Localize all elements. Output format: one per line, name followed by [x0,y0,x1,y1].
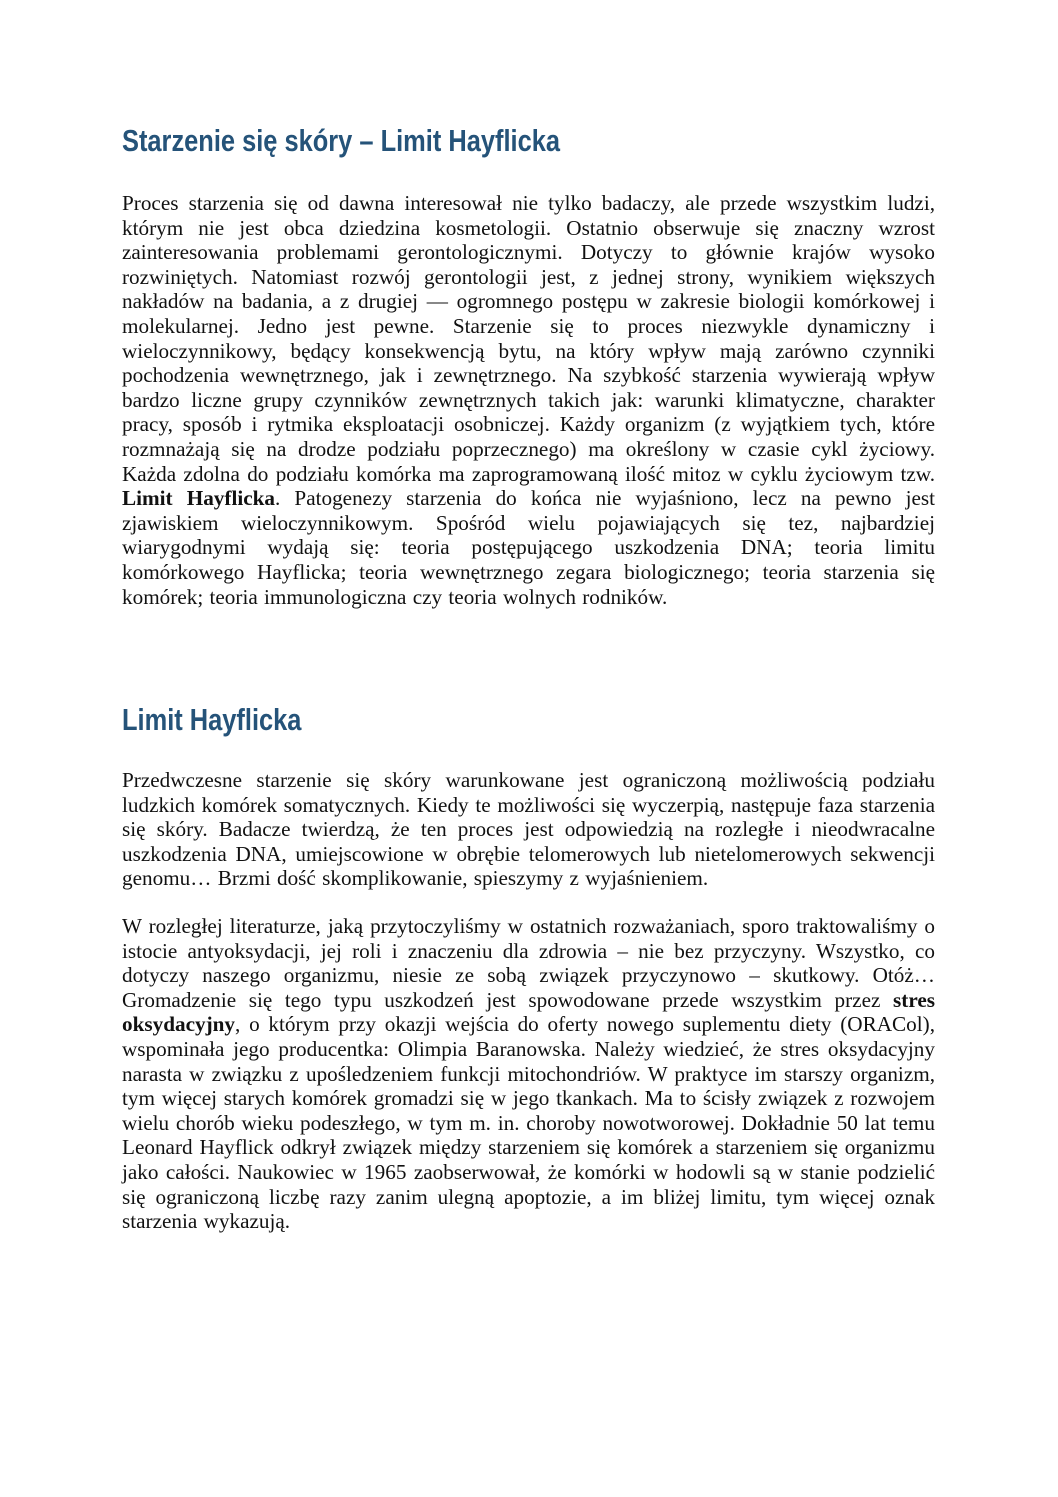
paragraph-przedwczesne-starzenie [122,768,935,891]
bold-text-run: Limit Hayflicka [122,486,275,511]
text-run: , o którym przy okazji wejścia do oferty nowego suplementu diety (ORACol), wspominała jego producentka: Olimpia Baranowska. Należy wiedzieć, że stres oksydacyjny narasta w związku z upośledzeniem funkcji mitochondriów. W praktyce im starszy organizm, tym więcej starych komórek gromadzi się w jego tkankach. Ma to ścisły związek z rozwojem wielu chorób wieku podeszłego, w tym m. in. choroby nowotworowej. Dokładnie 50 lat temu Leonard Hayflick odkrył związek między starzeniem się komórek a starzeniem się organizmu jako całości. Naukowiec w 1965 zaobserwował, że komórki w hodowli są w stanie podzielić się ograniczoną liczbę razy zanim ulegną apoptozie, a im bliżej limitu, tym więcej oznak starzenia wykazują. [122,1012,935,1234]
text-run: Przedwczesne starzenie się skóry warunkowane jest ograniczoną możliwością podziału ludzkich komórek somatycznych. Kiedy te możliwości się wyczerpią, następuje faza starzenia się skóry. Badacze twierdzą, że ten proces jest odpowiedzią na rozległe i nieodwracalne uszkodzenia DNA, umiejscowione w obrębie telomerowych lub nietelomerowych sekwencji genomu… Brzmi dość skomplikowanie, spieszymy z wyjaśnieniem. [122,768,935,891]
paragraph-w-rozleglej-literaturze [122,914,935,1234]
section-heading-starzenie-sie-skory: Starzenie się skóry – Limit Hayflicka [122,123,561,158]
text-run: Proces starzenia się od dawna interesował nie tylko badaczy, ale przede wszystkim ludzi, którym nie jest obca dziedzina kosmetologii. Ostatnio obserwuje się znaczny wzrost zainteresowania problemami gerontologicznymi. Dotyczy to głównie krajów wysoko rozwiniętych. Natomiast rozwój gerontologii jest, z jednej strony, wynikiem większych nakładów na badania, a z drugiej — ogromnego postępu w zakresie biologii komórkowej i molekularnej. Jedno jest pewne. Starzenie się to proces niezwykle dynamiczny i wieloczynnikowy, będący konsekwencją bytu, na który wpływ mają zarówno czynniki pochodzenia wewnętrznego, jak i zewnętrznego. Na szybkość starzenia wywierają wpływ bardzo liczne grupy czynników zewnętrznych takich jak: warunki klimatyczne, charakter pracy, sposób i rytmika eksploatacji osobniczej. Każdy organizm (z wyjątkiem tych, które rozmnażają się na drodze podziału poprzecznego) ma określony w czasie cykl życiowy. Każda zdolna do podziału komórka ma zaprogramowaną ilość mitoz w cyklu życiowym tzw. [122,191,935,486]
bold-text-run: stres oksydacyjny [122,987,935,1037]
paragraph-proces-starzenia [122,191,935,609]
section-heading-limit-hayflicka: Limit Hayflicka [122,702,302,738]
text-run: W rozległej literaturze, jaką przytoczyliśmy w ostatnich rozważaniach, sporo traktowaliśmy o istocie antyoksydacji, jej roli i znaczeniu dla zdrowia – nie bez przyczyny. Wszystko, co dotyczy naszego organizmu, niesie ze sobą związek przyczynowo – skutkowy. Otóż… Gromadzenie się tego typu uszkodzeń jest spowodowane przede wszystkim przez [122,914,935,1012]
text-run: . Patogenezy starzenia do końca nie wyjaśniono, lecz na pewno jest zjawiskiem wieloczynnikowym. Spośród wielu pojawiających się tez, najbardziej wiarygodnymi wydają się: teoria postępującego uszkodzenia DNA; teoria limitu komórkowego Hayflicka; teoria wewnętrznego zegara biologicznego; teoria starzenia się komórek; teoria immunologiczna czy teoria wolnych rodników. [122,486,935,609]
